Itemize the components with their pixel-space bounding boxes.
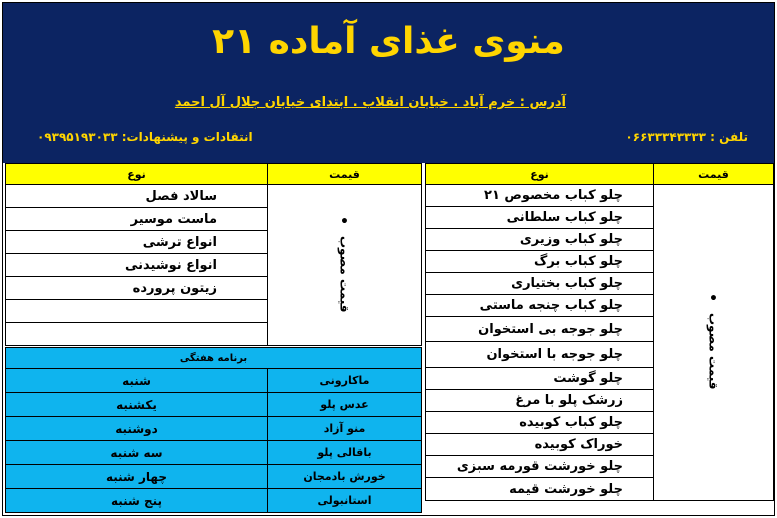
weekly-title: برنامه هفتگی: [6, 348, 422, 369]
dish-name: چلو کباب وزیری: [426, 229, 654, 251]
weekly-dish: استانبولی: [268, 489, 422, 513]
side-name: زیتون پرورده: [6, 277, 268, 300]
table-header-row: [426, 164, 774, 185]
dish-name: چلو جوجه بی استخوان: [426, 317, 654, 342]
side-name: انواع نوشیدنی: [6, 254, 268, 277]
column-header-type: نوع: [6, 164, 268, 185]
dish-name: زرشک پلو با مرغ: [426, 390, 654, 412]
weekly-dish: ماکارونی: [268, 369, 422, 393]
weekday: سه شنبه: [6, 441, 268, 465]
phone-text: تلفن : ۰۶۶۳۳۳۴۳۳۳۳: [625, 130, 748, 144]
table-row: [6, 441, 422, 465]
weekday: شنبه: [6, 369, 268, 393]
side-name: [6, 300, 268, 323]
dish-name: چلو کباب سلطانی: [426, 207, 654, 229]
dish-name: چلو کباب مخصوص ۲۱: [426, 185, 654, 207]
dish-name: چلو کباب چنجه ماستی: [426, 295, 654, 317]
weekly-dish: عدس پلو: [268, 393, 422, 417]
weekly-header-row: [6, 348, 422, 369]
table-header-row: [6, 164, 422, 185]
header-banner: [3, 3, 774, 163]
weekly-program-table: [5, 347, 422, 513]
weekday: چهار شنبه: [6, 465, 268, 489]
bullet-dot: •: [340, 213, 349, 230]
dish-name: چلو کباب بختیاری: [426, 273, 654, 295]
menu-title: منوی غذای آماده ۲۱: [212, 21, 565, 62]
table-row: [6, 185, 422, 208]
feedback-text: انتقادات و پیشنهادات: ۰۹۳۹۵۱۹۳۰۳۳: [37, 130, 253, 144]
side-name: [6, 323, 268, 346]
column-header-type: نوع: [426, 164, 654, 185]
table-row: [6, 393, 422, 417]
weekly-dish: منو آزاد: [268, 417, 422, 441]
side-name: سالاد فصل: [6, 185, 268, 208]
table-row: [6, 465, 422, 489]
dish-name: چلو خورشت قورمه سبزی: [426, 456, 654, 478]
table-row: [6, 489, 422, 513]
side-name: ماست موسیر: [6, 208, 268, 231]
weekday: پنج شنبه: [6, 489, 268, 513]
side-name: انواع ترشی: [6, 231, 268, 254]
address-text: آدرس : خرم آباد . خیابان انقلاب . ابتدای خیابان جلال آل احمد: [174, 95, 566, 110]
table-row: [426, 185, 774, 207]
table-row: [6, 369, 422, 393]
weekday: یکشنبه: [6, 393, 268, 417]
dish-name: چلو خورشت قیمه: [426, 478, 654, 501]
price-note: قیمت مصوب: [337, 235, 352, 313]
price-cell: [268, 185, 422, 346]
column-header-price: قیمت: [654, 164, 774, 185]
price-cell: [654, 185, 774, 501]
main-dishes-table: [425, 163, 774, 501]
sides-table: [5, 163, 422, 346]
bullet-dot: •: [709, 291, 718, 308]
table-row: [6, 417, 422, 441]
dish-name: خوراک کوبیده: [426, 434, 654, 456]
weekly-dish: باقالی پلو: [268, 441, 422, 465]
dish-name: چلو کباب کوبیده: [426, 412, 654, 434]
weekday: دوشنبه: [6, 417, 268, 441]
dish-name: چلو گوشت: [426, 368, 654, 390]
dish-name: چلو کباب برگ: [426, 251, 654, 273]
weekly-dish: خورش بادمجان: [268, 465, 422, 489]
price-note: قیمت مصوب: [706, 313, 721, 390]
dish-name: چلو جوجه با استخوان: [426, 342, 654, 368]
column-header-price: قیمت: [268, 164, 422, 185]
